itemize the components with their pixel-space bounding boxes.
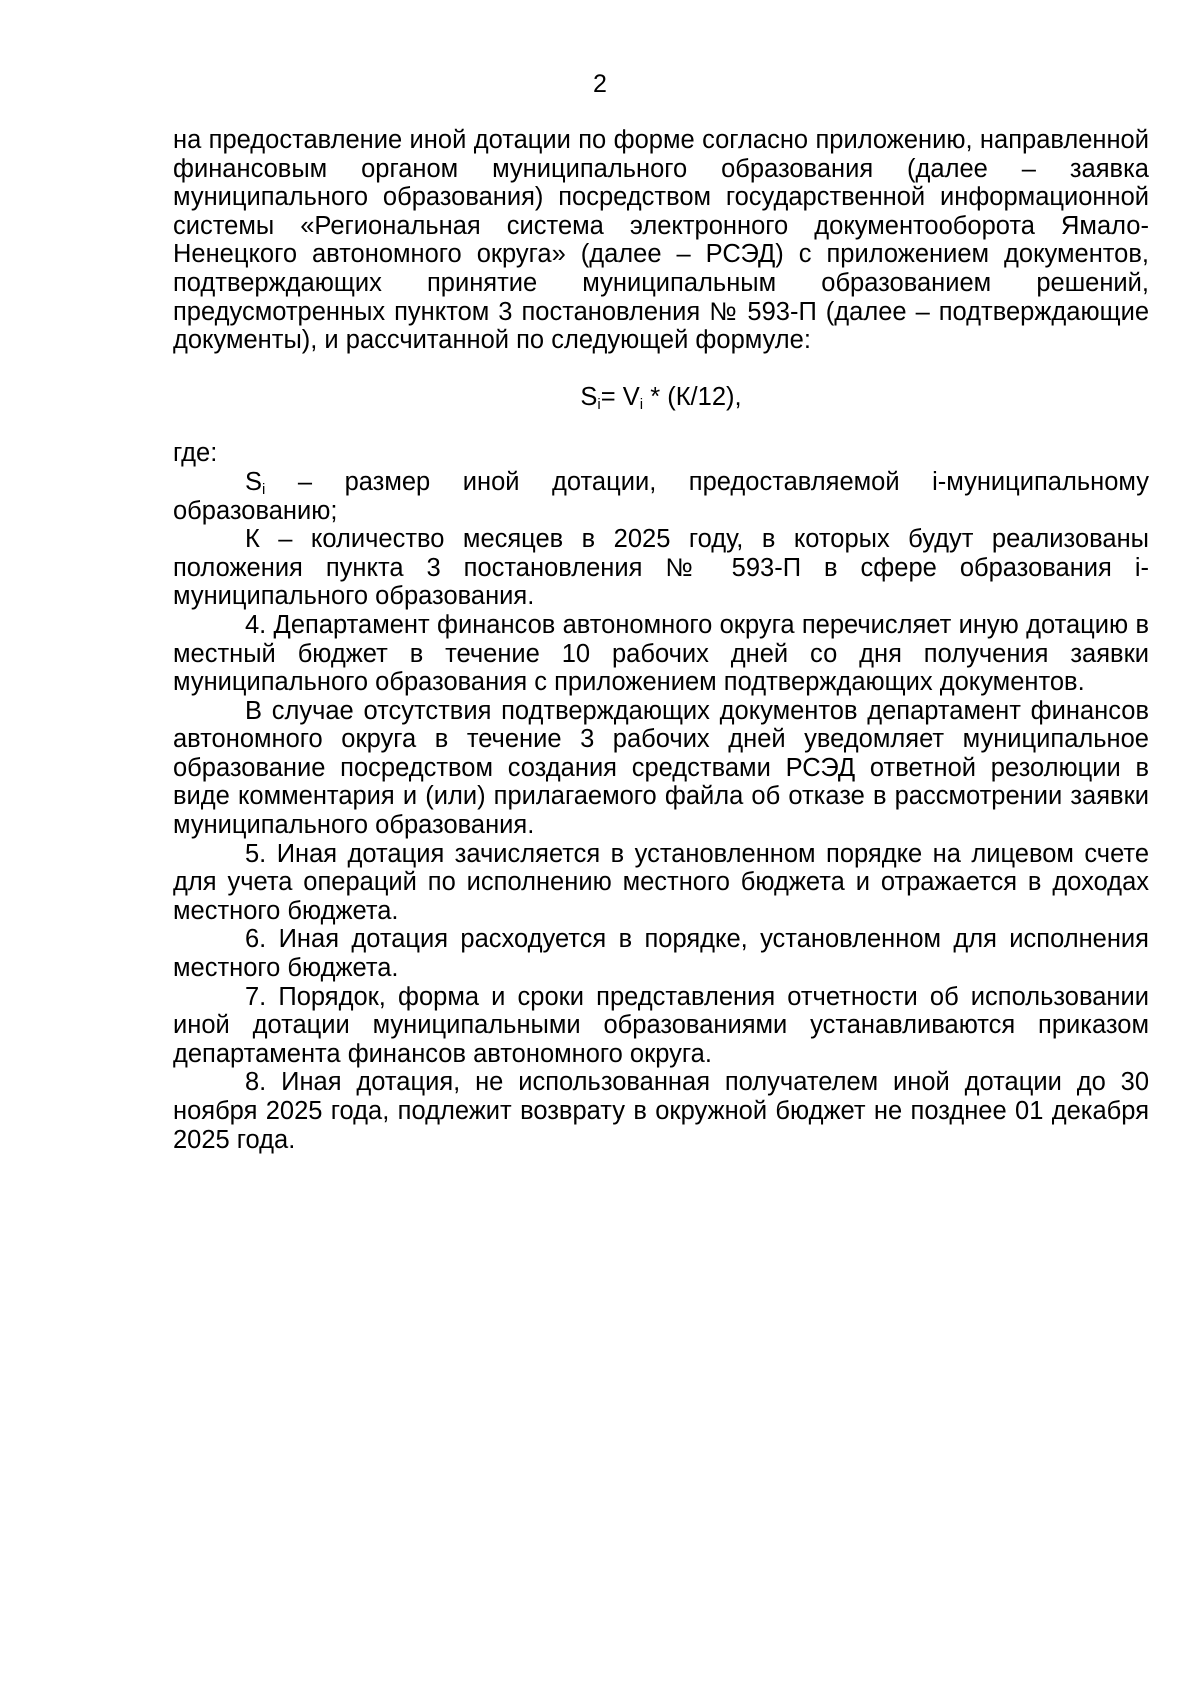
formula xyxy=(173,383,1149,412)
definition-s-symbol-letter: S xyxy=(245,467,263,496)
definition-s-symbol xyxy=(245,468,265,496)
formula-s-var: S xyxy=(580,382,598,411)
where-label: где: xyxy=(173,439,218,468)
formula-equals: = xyxy=(600,382,623,411)
paragraph-7: 7. Порядок, форма и сроки представления отчетности об использовании иной дотации муниципальными образованиями устанавливаются приказом департамента финансов автономного округа. xyxy=(173,982,1149,1068)
definition-k: К – количество месяцев в 2025 году, в которых будут реализованы положения пункта 3 постановления № 593-П в сфере образования i-муниципального образования. xyxy=(173,525,1149,611)
document-body xyxy=(173,126,1149,1154)
paragraph-5: 5. Иная дотация зачисляется в установленном порядке на лицевом счете для учета операций по исполнению местного бюджета и отражается в доходах местного бюджета. xyxy=(173,839,1149,925)
formula-s-sub: i xyxy=(597,395,601,413)
paragraph-4-continuation: В случае отсутствия подтверждающих документов департамент финансов автономного округа в течение 3 рабочих дней уведомляет муниципальное образование посредством создания средствами РСЭД ответной резолюции в виде комментария и (или) прилагаемого файла об отказе в рассмотрении заявки муниципального образования. xyxy=(173,696,1149,840)
definition-s-text: – размер иной дотации, предоставляемой i-муниципальному образованию; xyxy=(173,467,1149,525)
formula-v-var: V xyxy=(622,382,640,411)
definition-s-symbol-sub: i xyxy=(262,480,266,498)
paragraph-4: 4. Департамент финансов автономного округа перечисляет иную дотацию в местный бюджет в течение 10 рабочих дней со дня получения заявки муниципального образования с приложением подтверждающих документов. xyxy=(173,610,1149,697)
paragraph-8: 8. Иная дотация, не использованная получателем иной дотации до 30 ноября 2025 года, подлежит возврату в окружной бюджет не позднее 01 декабря 2025 года. xyxy=(173,1068,1149,1154)
formula-rest: * (К/12), xyxy=(643,382,742,411)
definition-s xyxy=(173,468,1149,525)
page-number: 2 xyxy=(593,70,607,98)
intro-paragraph: на предоставление иной дотации по форме согласно приложению, направленной финансовым органом муниципального образования (далее – заявка муниципального образования) посредством государственной информационной системы «Региональная система электронного документооборота Ямало-Ненецкого автономного округа» (далее – РСЭД) с приложением документов, подтверждающих принятие муниципальным образованием решений, предусмотренных пунктом 3 постановления № 593-П (далее – подтверждающие документы), и рассчитанной по следующей формуле: xyxy=(173,126,1149,355)
paragraph-6: 6. Иная дотация расходуется в порядке, установленном для исполнения местного бюджета. xyxy=(173,925,1149,983)
formula-v-sub: i xyxy=(639,395,644,413)
